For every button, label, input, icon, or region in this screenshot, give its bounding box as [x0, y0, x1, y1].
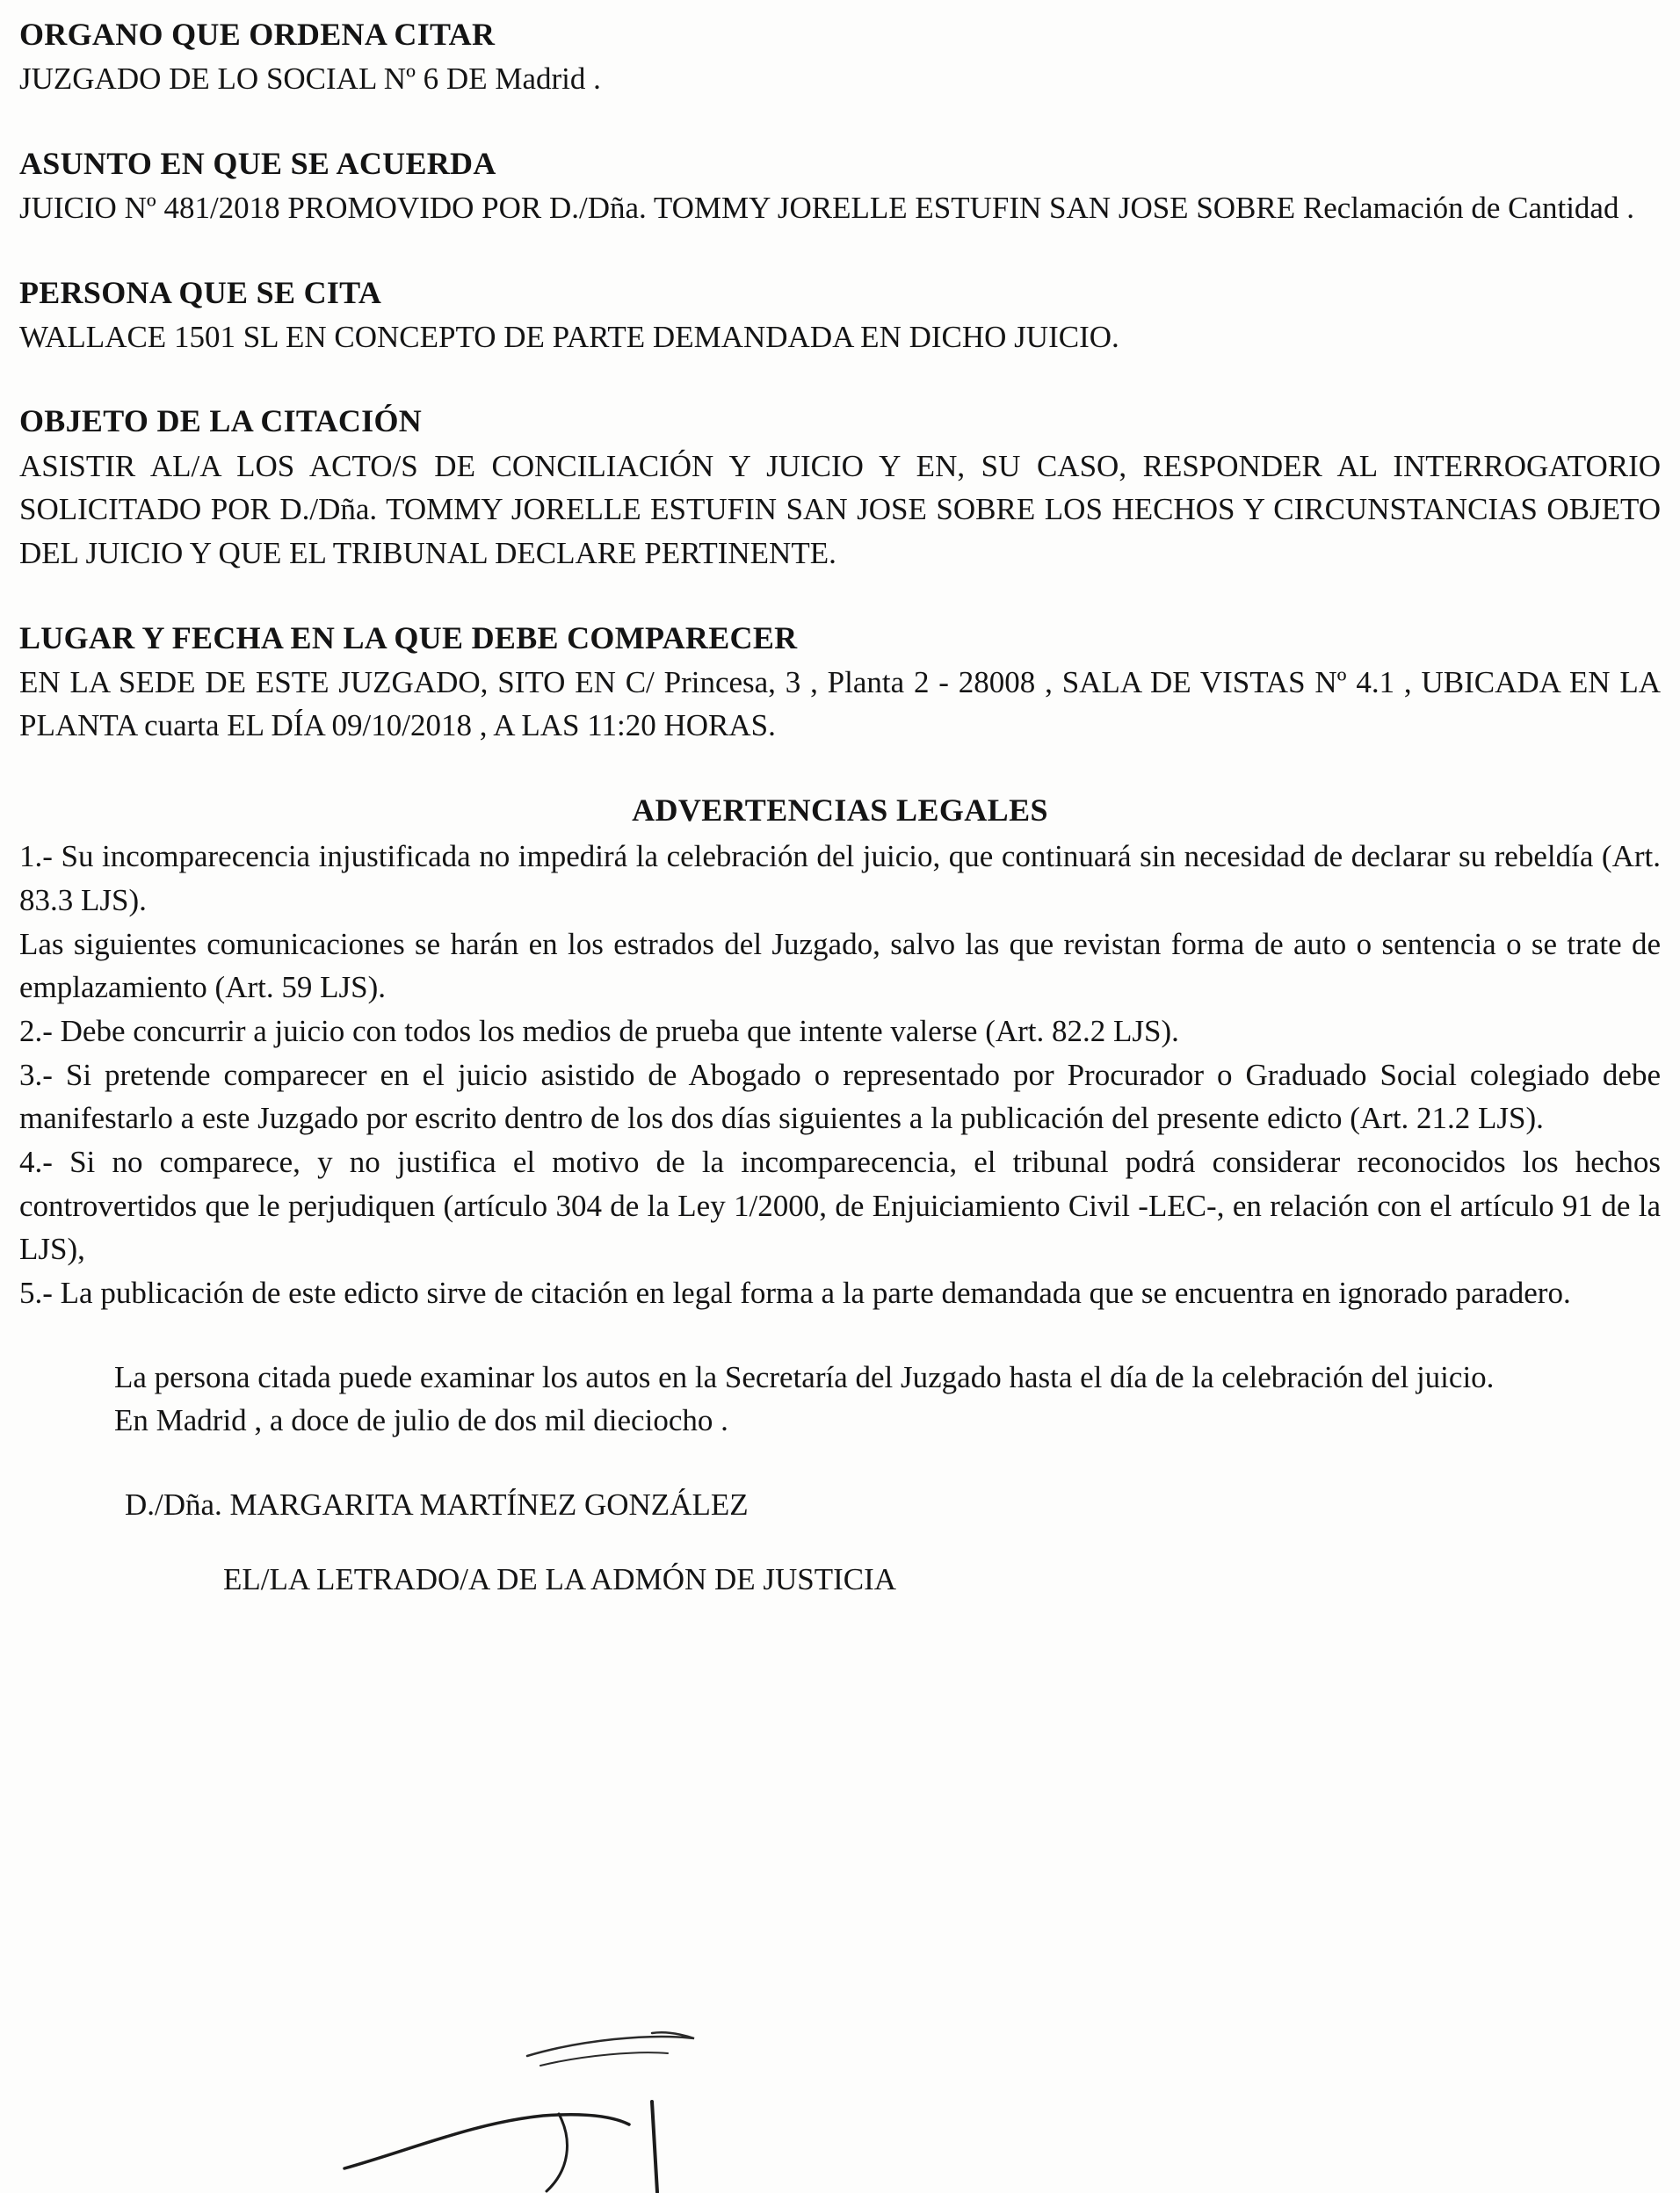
section-lugar-fecha	[19, 616, 1661, 748]
signature-name: D./Dña. MARGARITA MARTÍNEZ GONZÁLEZ	[125, 1487, 749, 1523]
advertencia-item-estrados: Las siguientes comunicaciones se harán en los estrados del Juzgado, salvo las que revistan forma de auto o sentencia o se trate de emplazamiento (Art. 59 LJS).	[19, 926, 1661, 1005]
advertencia-item-5: 5.- La publicación de este edicto sirve de citación en legal forma a la parte demandada que se encuentra en ignorado paradero.	[19, 1276, 1571, 1311]
section-persona-heading: PERSONA QUE SE CITA	[19, 274, 382, 310]
advertencias-legales	[19, 788, 1661, 1315]
section-objeto-body: ASISTIR AL/A LOS ACTO/S DE CONCILIACIÓN Y JUICIO Y EN, SU CASO, RESPONDER AL INTERROGATORIO SOLICITADO POR D./Dña. TOMMY JORELLE ESTUFIN SAN JOSE SOBRE LOS HECHOS Y CIRCUNSTANCIAS OBJETO DEL JUICIO Y QUE EL TRIBUNAL DECLARE PERTINENTE.	[19, 448, 1661, 570]
flourish-stroke-2	[540, 2052, 668, 2066]
section-objeto	[19, 399, 1661, 575]
section-organo	[19, 12, 1661, 101]
closing-block	[19, 1356, 1661, 1443]
section-asunto	[19, 141, 1661, 230]
section-lugar-fecha-body: EN LA SEDE DE ESTE JUZGADO, SITO EN C/ Princesa, 3 , Planta 2 - 28008 , SALA DE VISTAS Nº 4.1 , UBICADA EN LA PLANTA cuarta EL DÍA 09/10/2018 , A LAS 11:20 HORAS.	[19, 664, 1661, 743]
section-objeto-heading: OBJETO DE LA CITACIÓN	[19, 403, 423, 439]
closing-fecha: En Madrid , a doce de julio de dos mil dieciocho .	[114, 1403, 728, 1438]
section-lugar-fecha-heading: LUGAR Y FECHA EN LA QUE DEBE COMPARECER	[19, 619, 798, 655]
advertencia-item-3: 3.- Si pretende comparecer en el juicio asistido de Abogado o representado por Procurador o Graduado Social colegiado debe manifestarlo a este Juzgado por escrito dentro de los dos días siguientes a la publicación del presente edicto (Art. 21.2 LJS).	[19, 1057, 1661, 1136]
section-organo-body: JUZGADO DE LO SOCIAL Nº 6 DE Madrid .	[19, 62, 601, 97]
section-organo-heading: ORGANO QUE ORDENA CITAR	[19, 17, 496, 52]
signature-block	[19, 1483, 1661, 1601]
section-asunto-heading: ASUNTO EN QUE SE ACUERDA	[19, 145, 496, 181]
advertencia-item-2: 2.- Debe concurrir a juicio con todos los medios de prueba que intente valerse (Art. 82.2 LJS).	[19, 1013, 1179, 1048]
section-persona	[19, 271, 1661, 359]
flourish-stroke	[527, 2032, 694, 2056]
closing-examinar: La persona citada puede examinar los autos en la Secretaría del Juzgado hasta el día de la celebración del juicio.	[114, 1359, 1495, 1394]
signature-stroke-loop	[547, 2114, 567, 2191]
signature-role: EL/LA LETRADO/A DE LA ADMÓN DE JUSTICIA	[223, 1561, 897, 1596]
advertencias-title: ADVERTENCIAS LEGALES	[632, 793, 1048, 829]
advertencia-item-4: 4.- Si no comparece, y no justifica el motivo de la incomparecencia, el tribunal podrá considerar reconocidos los hechos controvertidos que le perjudiquen (artículo 304 de la Ley 1/2000, de Enjuiciamiento Civil -LEC-, en relación con el artículo 91 de la LJS),	[19, 1144, 1661, 1267]
section-asunto-body: JUICIO Nº 481/2018 PROMOVIDO POR D./Dña. TOMMY JORELLE ESTUFIN SAN JOSE SOBRE Reclamación de Cantidad .	[19, 190, 1634, 225]
signature-stroke-bar	[652, 2102, 657, 2192]
advertencia-item-1: 1.- Su incomparecencia injustificada no impedirá la celebración del juicio, que continuará sin necesidad de declarar su rebeldía (Art. 83.3 LJS).	[19, 839, 1661, 917]
section-persona-body: WALLACE 1501 SL EN CONCEPTO DE PARTE DEMANDADA EN DICHO JUICIO.	[19, 319, 1119, 354]
signature-stroke-main	[344, 2115, 629, 2168]
